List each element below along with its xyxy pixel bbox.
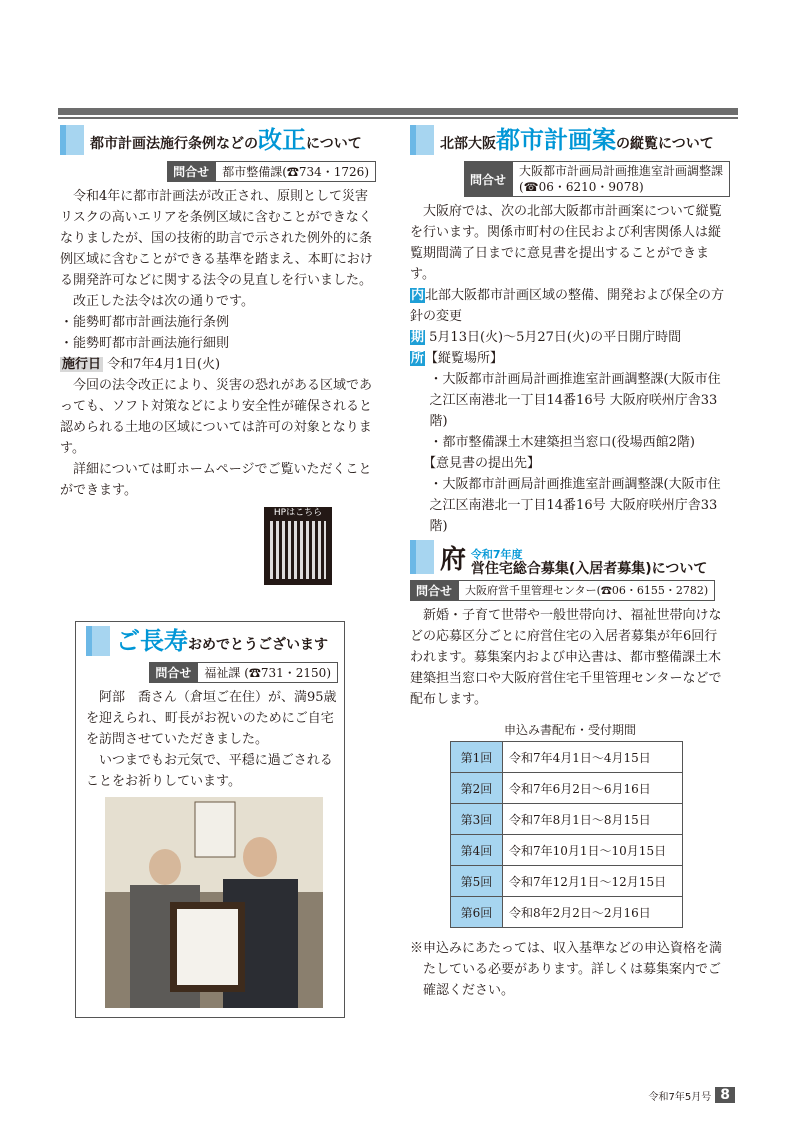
inquiry-label: 問合せ [410, 580, 458, 601]
right-article [410, 125, 730, 537]
qr-code[interactable] [264, 507, 332, 585]
inquiry-value: 福祉課 (☎731・2150) [197, 662, 338, 683]
title-big: 府 [440, 545, 467, 575]
period-tag: 期 [411, 330, 425, 345]
row-number: 第3回 [451, 804, 503, 835]
row-dates: 令和7年12月1日～12月15日 [503, 866, 683, 897]
table-row [451, 866, 683, 897]
row-dates: 令和7年8月1日～8月15日 [503, 804, 683, 835]
table-row [451, 897, 683, 928]
heading-block [60, 125, 84, 155]
schedule-table [450, 741, 683, 928]
row-number: 第5回 [451, 866, 503, 897]
period-text: 5月13日(火)～5月27日(火)の平日開庁時間 [429, 330, 682, 345]
row-number: 第1回 [451, 742, 503, 773]
table-row [451, 804, 683, 835]
row-dates: 令和7年4月1日～4月15日 [503, 742, 683, 773]
place-tag: 所 [411, 351, 425, 366]
title-pre: 北部大阪 [440, 136, 496, 152]
table-row [451, 742, 683, 773]
paragraph: 詳細については町ホームページでご覧いただくことができます。 [60, 462, 372, 498]
list-item: ・能勢町都市計画法施行条例 [60, 315, 230, 330]
inquiry [86, 662, 338, 683]
table-title: 申込み書配布・受付期間 [503, 723, 636, 737]
title-post: おめでとうございます [188, 637, 328, 653]
title-big: 都市計画案 [496, 126, 616, 154]
content-tag: 内 [411, 288, 425, 303]
top-rule [58, 108, 738, 115]
inquiry-label: 問合せ [167, 161, 215, 182]
title-big: 改正 [258, 126, 306, 154]
list-item: ・能勢町都市計画法施行細則 [60, 336, 230, 351]
paragraph: 阿部 喬さん（倉垣ご在住）が、満95歳を迎えられ、町長がお祝いのためにご自宅を訪問させていただきました。 [86, 690, 337, 747]
row-number: 第4回 [451, 835, 503, 866]
content-text: 北部大阪都市計画区域の整備、開発および保全の方針の変更 [410, 288, 725, 324]
effective-value: 令和7年4月1日(火) [107, 357, 221, 372]
inquiry [410, 580, 730, 601]
title-post: の縦覧について [616, 136, 714, 152]
page-number: 8 [715, 1087, 735, 1103]
left-article [60, 125, 376, 501]
intro: 大阪府では、次の北部大阪都市計画案について縦覧を行います。関係市町村の住民および利害関係人は縦覧期間満了日までに意見書を提出することができます。 [410, 204, 722, 282]
submit-head: 【意見書の提出先】 [423, 456, 541, 471]
table-row [451, 835, 683, 866]
inquiry-value: 都市整備課(☎734・1726) [215, 161, 376, 182]
footer [649, 1087, 735, 1103]
inquiry-value [512, 161, 730, 197]
table-row [451, 773, 683, 804]
right-article-heading [410, 125, 730, 159]
paragraph: 改正した法令は次の通りです。 [73, 294, 254, 309]
longevity-heading [86, 626, 338, 660]
qr-pattern-icon [270, 521, 326, 579]
photo-scene-icon [105, 797, 323, 1008]
issue-label: 令和7年5月号 [648, 1091, 712, 1103]
qr-label: HPはこちら [273, 508, 323, 518]
place-row [410, 348, 730, 369]
left-article-heading [60, 125, 376, 159]
place-item: ・大阪都市計画局計画推進室計画調整課(大阪市住之江区南港北一丁目14番16号 大阪府咲州庁舎33階) [429, 372, 721, 429]
title-pre: 都市計画法施行条例などの [90, 136, 258, 152]
top-rule-thin [58, 117, 738, 119]
row-dates: 令和8年2月2日～2月16日 [503, 897, 683, 928]
photo-visit [105, 797, 323, 1008]
heading-block [410, 125, 434, 155]
inquiry [410, 161, 730, 197]
inquiry-label: 問合せ [464, 161, 512, 197]
heading-block [86, 626, 110, 656]
inquiry-line-2: (☎06・6210・9078) [518, 180, 644, 194]
row-number: 第6回 [451, 897, 503, 928]
row-dates: 令和7年6月2日～6月16日 [503, 773, 683, 804]
effective-label: 施行日 [62, 357, 102, 372]
inquiry-line-1: 大阪都市計画局計画推進室計画調整課 [518, 164, 723, 178]
title-main: 営住宅総合募集(入居者募集)について [470, 561, 708, 577]
inquiry-label: 問合せ [149, 662, 197, 683]
content-row [410, 285, 730, 327]
heading-block [410, 540, 434, 574]
period-row [410, 327, 730, 348]
housing-heading [410, 540, 730, 578]
inquiry [60, 161, 376, 182]
place-head: 【縦覧場所】 [425, 351, 504, 366]
intro: 新婚・子育て世帯や一般世帯向け、福祉世帯向けなどの応募区分ごとに府営住宅の入居者募集が年6回行われます。募集案内および申込書は、都市整備課土木建築担当窓口や大阪府営住宅千里管理センターなどで配布します。 [410, 608, 722, 707]
place-item: ・都市整備課土木建築担当窓口(役場西館2階) [429, 435, 695, 450]
submit-item: ・大阪都市計画局計画推進室計画調整課(大阪市住之江区南港北一丁目14番16号 大阪府咲州庁舎33階) [429, 477, 721, 534]
title-small: 令和7年度 [470, 548, 523, 561]
paragraph: 令和4年に都市計画法が改正され、原則として災害リスクの高いエリアを条例区域に含むことができなくなりましたが、国の技術的助言で示された例外的に条例区域に含むことができる基準を踏まえ、本町における開発許可などに関する法令の見直しを行いました。 [60, 189, 373, 288]
longevity-article [86, 626, 338, 792]
row-dates: 令和7年10月1日～10月15日 [503, 835, 683, 866]
paragraph: 今回の法令改正により、災害の恐れがある区域であっても、ソフト対策などにより安全性が確保されると認められる土地の区域については許可の対象となります。 [60, 378, 373, 456]
title-post: について [306, 136, 362, 152]
paragraph: いつまでもお元気で、平穏に過ごされることをお祈りしています。 [86, 753, 333, 789]
row-number: 第2回 [451, 773, 503, 804]
inquiry-value: 大阪府営千里管理センター(☎06・6155・2782) [458, 580, 715, 601]
title-big: ご長寿 [116, 627, 188, 655]
effective-date [60, 354, 376, 375]
note: ※申込みにあたっては、収入基準などの申込資格を満たしている必要があります。詳しくは募集案内でご確認ください。 [410, 941, 723, 998]
housing-article [410, 540, 730, 1001]
